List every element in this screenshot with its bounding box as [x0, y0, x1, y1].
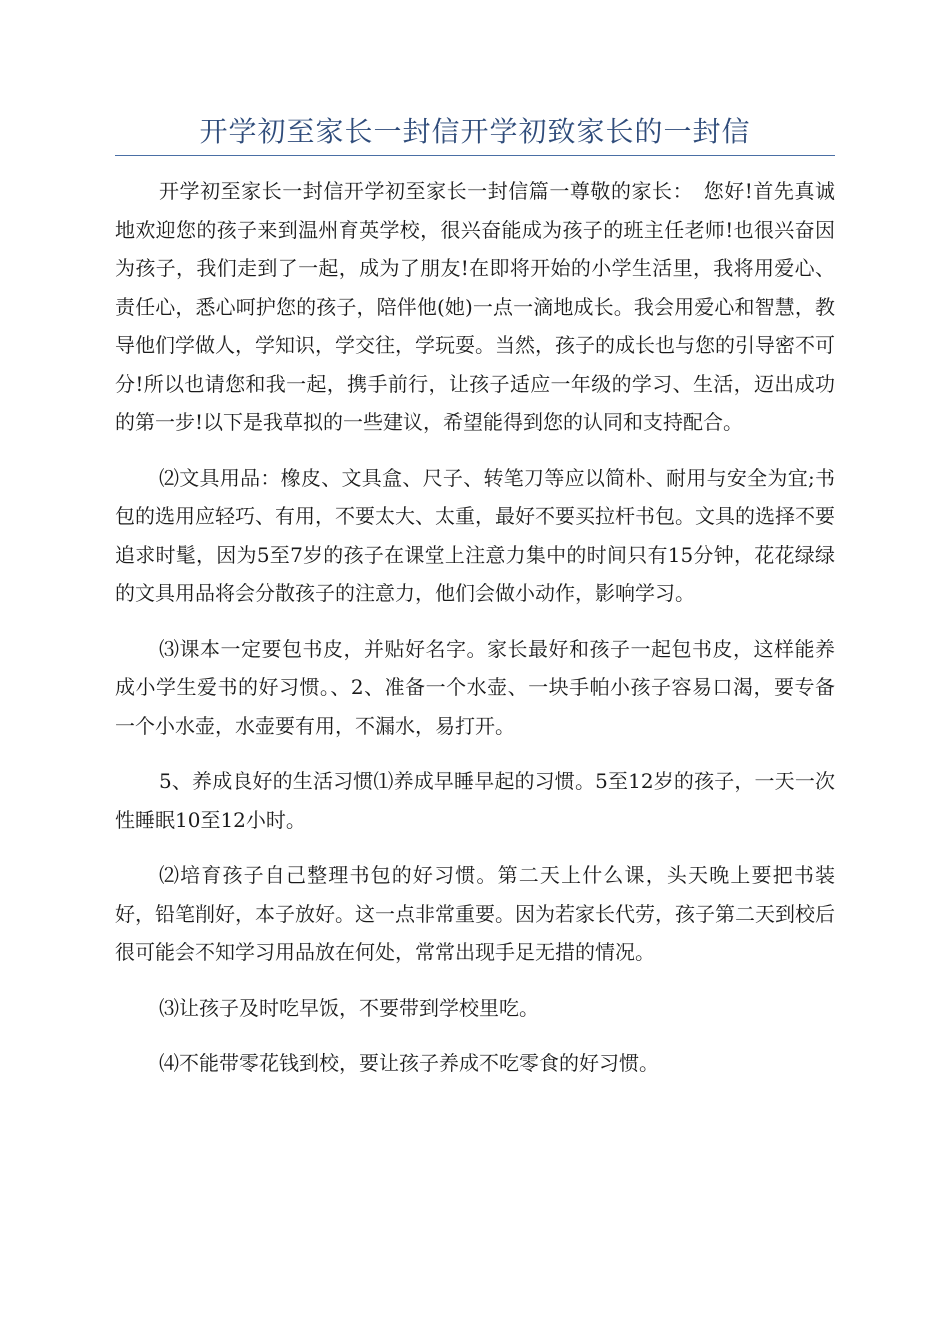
- paragraph-textbooks: ⑶课本一定要包书皮，并贴好名字。家长最好和孩子一起包书皮，这样能养成小学生爱书的好习惯。、2、准备一个水壶、一块手帕小孩子容易口渴，要专备一个小水壶，水壶要有用，不漏水，易打开。: [115, 636, 835, 738]
- paragraph-stationery: ⑵文具用品：橡皮、文具盒、尺子、转笔刀等应以简朴、耐用与安全为宜;书包的选用应轻巧、有用，不要太大、太重，最好不要买拉杆书包。文具的选择不要追求时髦，因为5至7岁的孩子在课堂上注意力集中的时间只有15分钟，花花绿绿的文具用品将会分散孩子的注意力，他们会做小动作，影响学习。: [115, 465, 835, 605]
- title-underline: [115, 155, 835, 156]
- paragraph-habits: 5、养成良好的生活习惯⑴养成早睡早起的习惯。5至12岁的孩子，一天一次性睡眠10至12小时。: [115, 769, 835, 832]
- paragraph-greeting: 开学初至家长一封信开学初至家长一封信篇一尊敬的家长： 您好!首先真诚地欢迎您的孩子来到温州育英学校，很兴奋能成为孩子的班主任老师!也很兴奋因为孩子，我们走到了一起，成为了朋友!在即将开始的小学生活里，我将用爱心、责任心，悉心呵护您的孩子，陪伴他(她)一点一滴地成长。我会用爱心和智慧，教导他们学做人，学知识，学交往，学玩耍。当然，孩子的成长也与您的引导密不可分!所以也请您和我一起，携手前行，让孩子适应一年级的学习、生活，迈出成功的第一步!以下是我草拟的一些建议，希望能得到您的认同和支持配合。: [115, 179, 835, 434]
- document-body: [115, 172, 835, 1100]
- paragraph-schoolbag: ⑵培育孩子自己整理书包的好习惯。第二天上什么课，头天晚上要把书装好，铅笔削好，本子放好。这一点非常重要。因为若家长代劳，孩子第二天到校后很可能会不知学习用品放在何处，常常出现手足无措的情况。: [115, 863, 835, 964]
- document-title: 开学初至家长一封信开学初致家长的一封信: [199, 115, 751, 148]
- paragraph-breakfast: ⑶让孩子及时吃早饭，不要带到学校里吃。: [159, 995, 539, 1020]
- paragraph-pocket-money: ⑷不能带零花钱到校，要让孩子养成不吃零食的好习惯。: [159, 1051, 659, 1075]
